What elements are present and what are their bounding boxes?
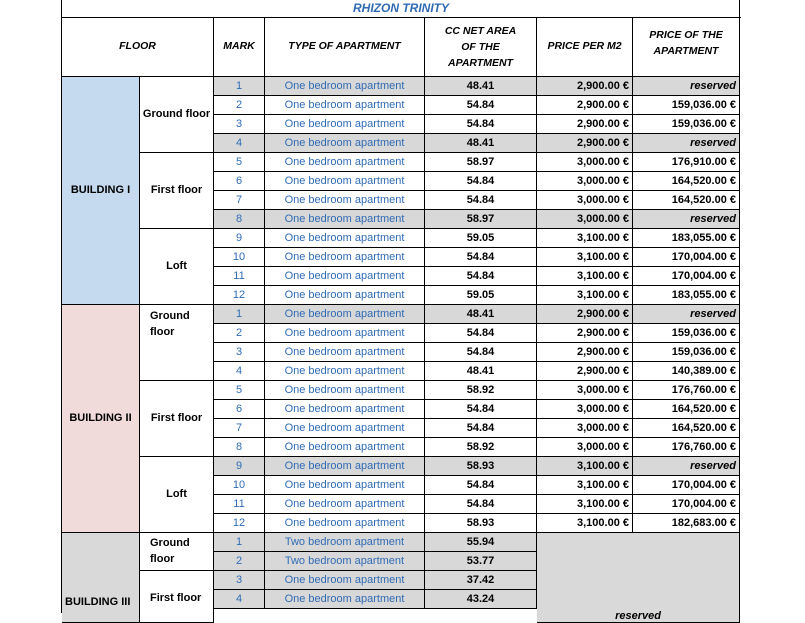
building-1-cell: BUILDING I: [62, 77, 140, 305]
area-cell: 48.41: [425, 77, 537, 96]
mark-cell: 7: [214, 191, 265, 210]
area-cell: 48.41: [425, 305, 537, 324]
type-cell: Two bedroom apartment: [265, 552, 425, 571]
area-cell: 54.84: [425, 191, 537, 210]
area-cell: 54.84: [425, 96, 537, 115]
mark-cell: 3: [214, 115, 265, 134]
mark-cell: 1: [214, 305, 265, 324]
price-per-m2-cell: 3,100.00 €: [537, 229, 633, 248]
price-per-m2-cell: 2,900.00 €: [537, 115, 633, 134]
title-underline: [61, 17, 741, 18]
price-per-m2-cell: 3,000.00 €: [537, 438, 633, 457]
area-cell: 58.97: [425, 210, 537, 229]
area-cell: 58.92: [425, 438, 537, 457]
area-cell: 58.93: [425, 514, 537, 533]
price-cell: 159,036.00 €: [633, 115, 740, 134]
building-3-cell: BUILDING III: [62, 533, 140, 623]
area-cell: 54.84: [425, 419, 537, 438]
price-cell: 159,036.00 €: [633, 324, 740, 343]
area-cell: 54.84: [425, 267, 537, 286]
area-cell: 58.92: [425, 381, 537, 400]
area-cell: 58.97: [425, 153, 537, 172]
price-per-m2-cell: 2,900.00 €: [537, 96, 633, 115]
area-cell: 54.84: [425, 343, 537, 362]
mark-cell: 5: [214, 381, 265, 400]
mark-cell: 2: [214, 552, 265, 571]
type-cell: One bedroom apartment: [265, 267, 425, 286]
type-cell: One bedroom apartment: [265, 495, 425, 514]
price-per-m2-cell: 2,900.00 €: [537, 77, 633, 96]
area-cell: 54.84: [425, 476, 537, 495]
floor-loft-b2: Loft: [140, 457, 214, 533]
price-cell: 176,760.00 €: [633, 381, 740, 400]
mark-cell: 12: [214, 286, 265, 305]
type-cell: One bedroom apartment: [265, 457, 425, 476]
price-cell: reserved: [633, 77, 740, 96]
type-cell: One bedroom apartment: [265, 286, 425, 305]
right-border: [739, 0, 740, 613]
price-cell: 176,910.00 €: [633, 153, 740, 172]
price-header: [633, 18, 740, 77]
area-cell: 37.42: [425, 571, 537, 590]
floor-ground-b2: [140, 305, 214, 381]
type-cell: One bedroom apartment: [265, 248, 425, 267]
area-header: [425, 18, 537, 77]
type-cell: One bedroom apartment: [265, 438, 425, 457]
floor-ground-b3-line1: Ground: [150, 537, 190, 549]
type-cell: One bedroom apartment: [265, 172, 425, 191]
mark-cell: 5: [214, 153, 265, 172]
type-cell: One bedroom apartment: [265, 571, 425, 590]
building-2-cell: BUILDING II: [62, 305, 140, 533]
mark-cell: 9: [214, 457, 265, 476]
price-header-line1: PRICE OF THE: [649, 29, 723, 41]
price-cell: 164,520.00 €: [633, 419, 740, 438]
area-cell: 59.05: [425, 229, 537, 248]
price-per-m2-cell: 3,000.00 €: [537, 400, 633, 419]
mark-cell: 6: [214, 400, 265, 419]
type-cell: One bedroom apartment: [265, 476, 425, 495]
area-cell: 59.05: [425, 286, 537, 305]
type-cell: One bedroom apartment: [265, 514, 425, 533]
type-cell: One bedroom apartment: [265, 134, 425, 153]
floor-header: FLOOR: [62, 18, 214, 77]
price-per-m2-cell: 3,000.00 €: [537, 191, 633, 210]
price-per-m2-cell: 3,000.00 €: [537, 172, 633, 191]
floor-ground-b3: [140, 533, 214, 571]
mark-cell: 10: [214, 476, 265, 495]
price-cell: 164,520.00 €: [633, 400, 740, 419]
mark-cell: 11: [214, 267, 265, 286]
type-cell: One bedroom apartment: [265, 153, 425, 172]
price-cell: reserved: [633, 305, 740, 324]
area-cell: 58.93: [425, 457, 537, 476]
floor-ground-b1: Ground floor: [140, 77, 214, 153]
floor-ground-b2-line1: Ground: [150, 310, 190, 322]
type-cell: One bedroom apartment: [265, 77, 425, 96]
price-cell: 176,760.00 €: [633, 438, 740, 457]
area-cell: 54.84: [425, 115, 537, 134]
price-per-m2-cell: 2,900.00 €: [537, 305, 633, 324]
price-per-m2-cell: 3,100.00 €: [537, 286, 633, 305]
type-cell: One bedroom apartment: [265, 381, 425, 400]
area-cell: 54.84: [425, 248, 537, 267]
price-per-m2-cell: 3,100.00 €: [537, 248, 633, 267]
price-per-m2-cell: 3,000.00 €: [537, 210, 633, 229]
mark-cell: 3: [214, 571, 265, 590]
mark-cell: 3: [214, 343, 265, 362]
price-per-m2-cell: 2,900.00 €: [537, 324, 633, 343]
type-cell: Two bedroom apartment: [265, 533, 425, 552]
type-cell: One bedroom apartment: [265, 210, 425, 229]
price-cell: reserved: [633, 134, 740, 153]
area-header-line2: OF THE: [461, 41, 500, 53]
mark-cell: 8: [214, 438, 265, 457]
type-cell: One bedroom apartment: [265, 324, 425, 343]
mark-cell: 11: [214, 495, 265, 514]
price-cell: reserved: [633, 457, 740, 476]
mark-cell: 2: [214, 96, 265, 115]
price-cell: 159,036.00 €: [633, 343, 740, 362]
price-per-m2-cell: 3,000.00 €: [537, 381, 633, 400]
price-per-m2-cell: 3,100.00 €: [537, 267, 633, 286]
mark-cell: 7: [214, 419, 265, 438]
area-header-line1: CC NET AREA: [444, 25, 517, 37]
floor-first-b3: First floor: [140, 571, 214, 623]
price-cell: 170,004.00 €: [633, 267, 740, 286]
floor-first-b2: First floor: [140, 381, 214, 457]
mark-cell: 9: [214, 229, 265, 248]
area-cell: 54.84: [425, 495, 537, 514]
area-cell: 48.41: [425, 362, 537, 381]
price-per-m2-cell: 3,100.00 €: [537, 457, 633, 476]
type-cell: One bedroom apartment: [265, 305, 425, 324]
price-per-m2-header: PRICE PER M2: [537, 18, 633, 77]
price-cell: 170,004.00 €: [633, 495, 740, 514]
floor-first-b1: First floor: [140, 153, 214, 229]
price-per-m2-cell: 3,100.00 €: [537, 495, 633, 514]
area-cell: 54.84: [425, 324, 537, 343]
area-cell: 43.24: [425, 590, 537, 609]
price-cell: 183,055.00 €: [633, 286, 740, 305]
mark-cell: 10: [214, 248, 265, 267]
floor-loft-b1: Loft: [140, 229, 214, 305]
price-cell: 183,055.00 €: [633, 229, 740, 248]
price-per-m2-cell: 3,100.00 €: [537, 514, 633, 533]
price-header-line2: APARTMENT: [653, 45, 719, 57]
price-per-m2-cell: 2,900.00 €: [537, 362, 633, 381]
price-cell: 170,004.00 €: [633, 248, 740, 267]
area-cell: 54.84: [425, 172, 537, 191]
type-cell: One bedroom apartment: [265, 96, 425, 115]
price-cell: 140,389.00 €: [633, 362, 740, 381]
type-header: TYPE OF APARTMENT: [265, 18, 425, 77]
mark-cell: 1: [214, 77, 265, 96]
price-per-m2-cell: 3,100.00 €: [537, 476, 633, 495]
area-cell: 48.41: [425, 134, 537, 153]
type-cell: One bedroom apartment: [265, 362, 425, 381]
reserved-merged-cell: reserved: [537, 533, 740, 623]
area-header-line3: APARTMENT: [448, 57, 513, 69]
mark-cell: 12: [214, 514, 265, 533]
mark-cell: 8: [214, 210, 265, 229]
price-cell: 164,520.00 €: [633, 191, 740, 210]
price-per-m2-cell: 2,900.00 €: [537, 134, 633, 153]
price-cell: reserved: [633, 210, 740, 229]
type-cell: One bedroom apartment: [265, 590, 425, 609]
type-cell: One bedroom apartment: [265, 343, 425, 362]
area-cell: 54.84: [425, 400, 537, 419]
price-per-m2-cell: 2,900.00 €: [537, 343, 633, 362]
type-cell: One bedroom apartment: [265, 115, 425, 134]
mark-cell: 4: [214, 134, 265, 153]
mark-header: MARK: [214, 18, 265, 77]
type-cell: One bedroom apartment: [265, 191, 425, 210]
price-cell: 182,683.00 €: [633, 514, 740, 533]
mark-cell: 4: [214, 362, 265, 381]
type-cell: One bedroom apartment: [265, 419, 425, 438]
type-cell: One bedroom apartment: [265, 229, 425, 248]
sheet-title: RHIZON TRINITY: [62, 0, 740, 18]
price-cell: 170,004.00 €: [633, 476, 740, 495]
mark-cell: 6: [214, 172, 265, 191]
price-cell: 164,520.00 €: [633, 172, 740, 191]
price-cell: 159,036.00 €: [633, 96, 740, 115]
price-per-m2-cell: 3,000.00 €: [537, 419, 633, 438]
mark-cell: 2: [214, 324, 265, 343]
left-border: [61, 0, 62, 613]
area-cell: 55.94: [425, 533, 537, 552]
mark-cell: 1: [214, 533, 265, 552]
floor-ground-b2-line2: floor: [150, 326, 175, 338]
mark-cell: 4: [214, 590, 265, 609]
price-per-m2-cell: 3,000.00 €: [537, 153, 633, 172]
type-cell: One bedroom apartment: [265, 400, 425, 419]
area-cell: 53.77: [425, 552, 537, 571]
floor-ground-b3-line2: floor: [150, 553, 175, 565]
